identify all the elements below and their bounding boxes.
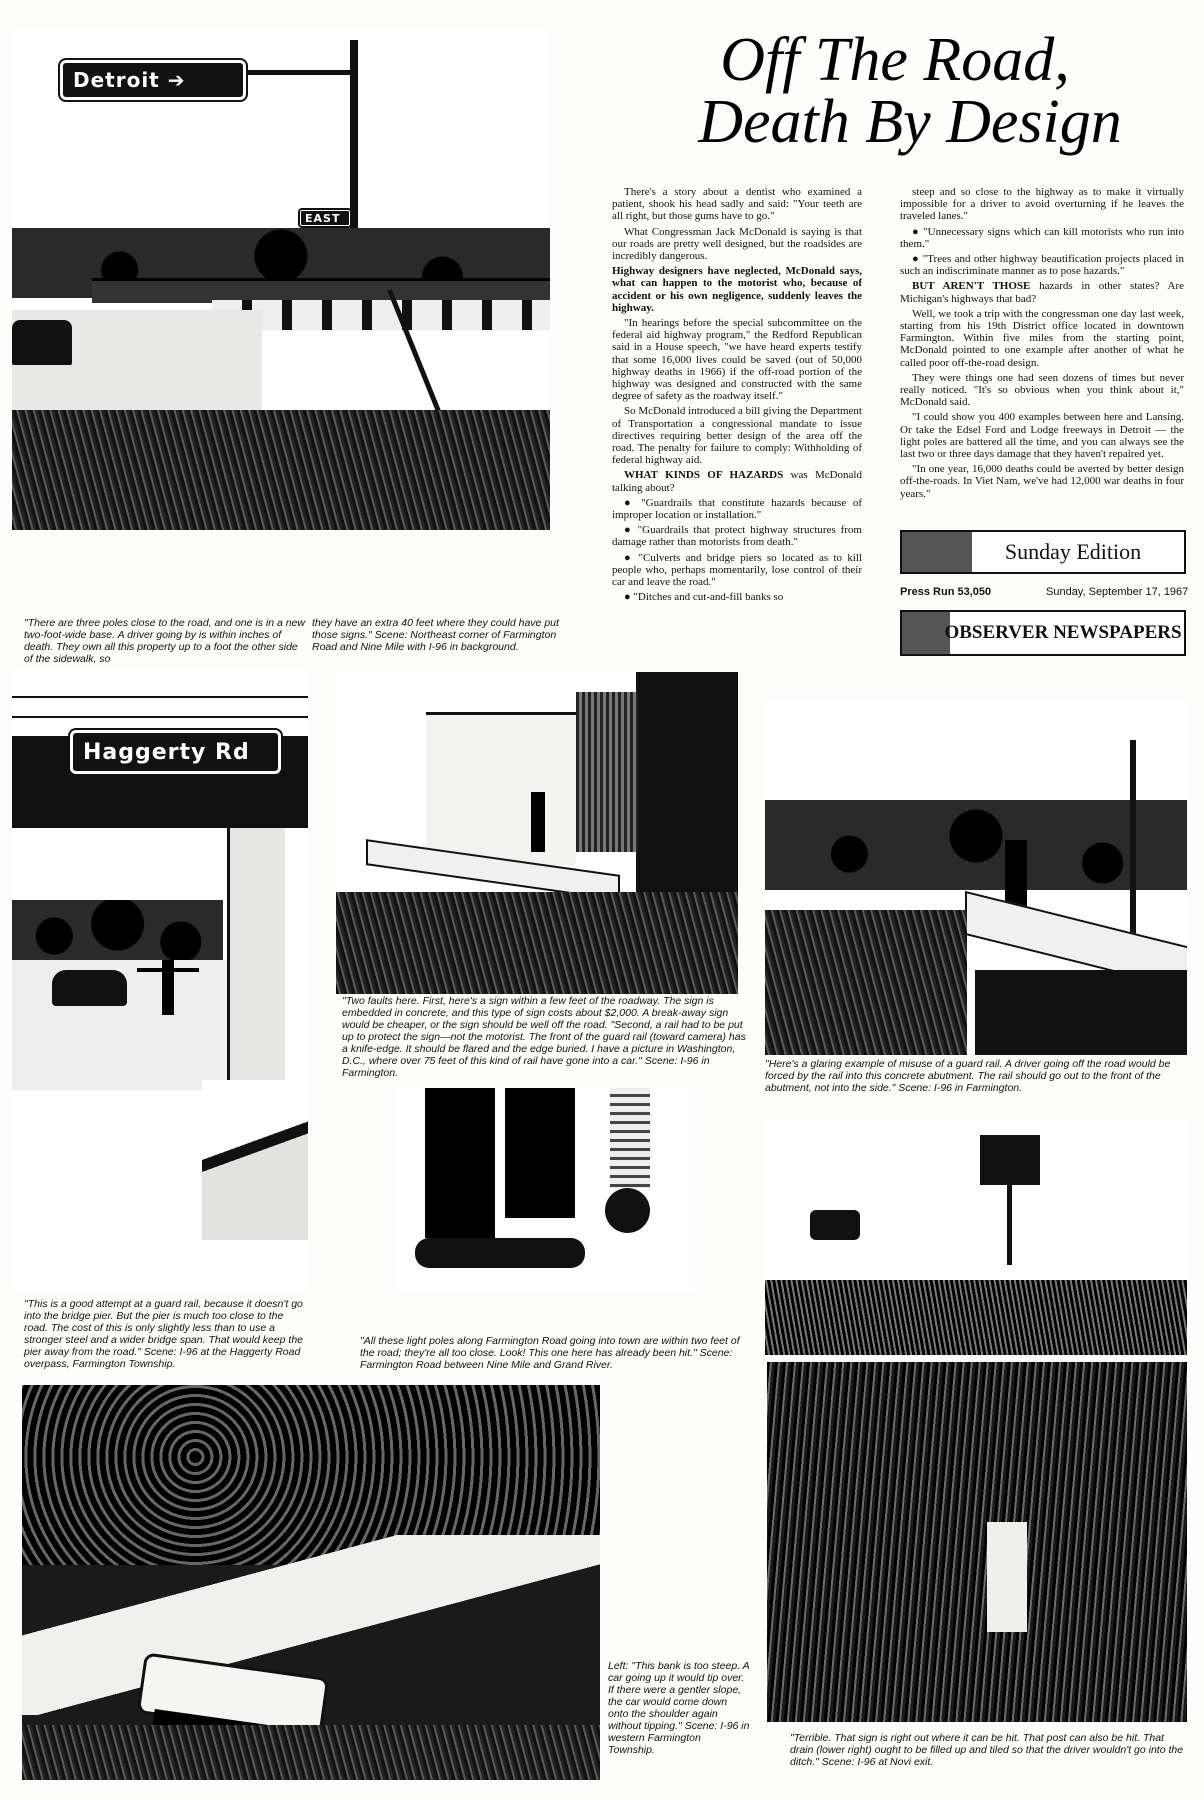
ditch-brush <box>767 1362 1187 1722</box>
article-column-1 <box>612 186 862 656</box>
trouser-right <box>505 1088 575 1218</box>
article-paragraph <box>900 280 1184 304</box>
article-lead-text: hazards in other states? Are Michigan's highways that bad? <box>900 280 1184 305</box>
underpass-trees <box>12 900 223 960</box>
underpass-car <box>52 970 127 1006</box>
article-paragraph <box>612 469 862 493</box>
ditch-grass <box>765 910 967 1055</box>
overpass-beam <box>212 300 550 330</box>
article-paragraph: "In hearings before the special subcommittee on the federal aid highway program," the Redford Republican said in a House speech, "we have heard experts testify that some 16,000 lives could be saved (out of 50,000 highway deaths in 1966) if the off-road portion of the highway was designed and constructed with the same degree of safety as the roadway itself." <box>612 317 862 403</box>
photo-sign-guardrail <box>336 672 738 994</box>
photo-ditch-sign <box>767 1362 1187 1722</box>
article-paragraph: ● "Culverts and bridge piers so located as to kill people who, perhaps momentarily, lose control of their car and leave the road." <box>612 552 862 589</box>
caption-poles: "There are three poles close to the road, and one is in a new two-foot-wide base. A driver going by is within inches of death. They own all this property up to a foot the other side of the sidewalk, so <box>24 617 305 665</box>
sign-board-post <box>1007 1185 1012 1265</box>
highway-car <box>810 1210 860 1240</box>
caption-steep-bank: Left: "This bank is too steep. A car going up it would tip over. If there were a gentler slope, the car would come down onto the shoulder again without tipping." Scene: I-96 in western Farmington Township. <box>608 1660 750 1756</box>
article-paragraph: ● "Trees and other highway beautification projects placed in such an indiscriminate manner as to pose hazards." <box>900 253 1184 277</box>
hand <box>605 1188 650 1233</box>
caption-guard-rail-attempt: "This is a good attempt at a guard rail, because it doesn't go into the bridge pier. But the pier is much too close to the road. The cost of this is only slightly less than to use a stronger steel and a wider bridge span. That would keep the pier away from the road." Scene: I-96 at the Haggerty Road overpass, Farmington Township. <box>24 1298 304 1370</box>
article-paragraph: ● "Guardrails that protect highway structures from damage rather than motorists from death." <box>612 524 862 548</box>
article-paragraph: They were things one had seen dozens of times but never really noticed. "It's so obvious when you think about it," McDonald said. <box>900 371 1184 409</box>
article-lead-in: WHAT KINDS OF HAZARDS <box>624 469 784 482</box>
sign-panel <box>576 692 638 852</box>
article-paragraph: steep and so close to the highway as to make it virtually impossible for a driver to avoid overturning if he leaves the traveled lanes." <box>900 186 1184 223</box>
caption-two-faults: "Two faults here. First, here's a sign within a few feet of the roadway. The sign is embedded in concrete, and this type of sign costs about $2,000. A break-away sign would be cheaper, or the sign should be well off the road. "Second, a rail had to be put up to protect the sign—not the motorist. The front of the guard rail (toward camera) has a knife-edge. It should be flared and the edge buried. I have a picture in Washington, D.C., where over 75 feet of this kind of rail have gone into a car." Scene: I-96 in Farmington. <box>342 995 746 1079</box>
article-paragraph: "I could show you 400 examples between here and Lansing. Or take the Edsel Ford and Lodge freeways in Detroit — the light poles are battered all the time, and you can always see the last two or three days damage that they haven't repaired yet. <box>900 411 1184 461</box>
caption-light-poles: "All these light poles along Farmington Road going into town are within two feet of the road; they're all too close. Look! This one here has already been hit." Scene: Farmington Road between Nine Mile and Grand River. <box>360 1335 740 1371</box>
caption-terrible: "Terrible. That sign is right out where it can be hit. That post can also be hit. That drain (lower right) ought to be filled up and tiled so that the driver wouldn't go into the ditch." Scene: I-96 at Novi exit. <box>790 1732 1184 1768</box>
overpass-lines <box>12 678 308 738</box>
headline-line2: Death By Design <box>698 88 1122 156</box>
sign-board <box>980 1135 1040 1185</box>
parked-car <box>12 320 72 365</box>
article-lead-text: was McDonald talking about? <box>612 469 862 494</box>
haggerty-sign: Haggerty Rd <box>70 730 281 774</box>
foreground-grass <box>12 410 550 530</box>
article-paragraph: What Congressman Jack McDonald is saying is that our roads are pretty well designed, but the roadsides are incredibly dangerous. <box>612 225 862 263</box>
bank-grass <box>22 1725 600 1780</box>
caption-poles-cont: they have an extra 40 feet where they could have put those signs." Scene: Northeast corner of Farmington Road and Nine Mile with I-96 in background. <box>312 617 559 653</box>
man-at-rail <box>1005 840 1027 910</box>
east-sign: EAST <box>300 210 350 226</box>
sunday-edition-box <box>900 530 1186 574</box>
article-lead-in: BUT AREN'T THOSE <box>912 280 1031 293</box>
caption-glaring-example: "Here's a glaring example of misuse of a guard rail. A driver going off the road would be forced by the rail into this concrete abutment. The rail should go out to the front of the abutment, not into the side." Scene: I-96 in Farmington. <box>765 1058 1171 1094</box>
article-paragraph: So McDonald introduced a bill giving the Department of Transportation a congressional mandate to issue directives requiring better design of the area off the road. The penalty for failure to comply: Withholding of federal highway aid. <box>612 405 862 467</box>
article-paragraph: ● "Ditches and cut-and-fill banks so <box>612 591 862 603</box>
rail-grass <box>336 892 738 994</box>
standing-man <box>531 792 545 852</box>
detroit-sign: Detroit ➔ <box>60 60 246 100</box>
guard-rail-slope <box>202 1080 308 1240</box>
shoes <box>415 1238 585 1268</box>
article-paragraph: Highway designers have neglected, McDonald says, what can happen to the motorist who, because of accident or his own negligence, suddenly leaves the highway. <box>612 265 862 314</box>
man-arms <box>137 968 199 972</box>
abutment-shadow <box>975 970 1187 1055</box>
article-paragraph: There's a story about a dentist who examined a patient, shook his head sadly and said: "Your teeth are all right, but those gums have to go." <box>612 186 862 223</box>
distant-trees <box>765 800 1187 890</box>
concrete-wall <box>426 712 576 865</box>
sunday-edition-label: Sunday Edition <box>1004 539 1142 564</box>
photo-light-pole-legs <box>395 1088 695 1293</box>
pole-base <box>610 1088 650 1188</box>
photo-highway-sign <box>765 1120 1187 1355</box>
headline-line1: Off The Road, <box>720 26 1070 94</box>
concrete-post <box>987 1522 1027 1632</box>
article-paragraph: Well, we took a trip with the congressman one day last week, starting from his 19th District office located in downtown Farmington. Within five miles from the starting point, McDonald pointed to one example after another of what he called poor off-the-road design. <box>900 307 1184 369</box>
observer-newspapers-box <box>900 610 1186 656</box>
light-pole <box>1130 740 1136 940</box>
article-paragraph: ● "Guardrails that constitute hazards because of improper location or installation." <box>612 497 862 521</box>
press-run: Press Run 53,050 <box>900 586 992 598</box>
photo-steep-bank <box>22 1385 600 1780</box>
photo-haggerty-overpass <box>12 670 308 1290</box>
article-paragraph: ● "Unnecessary signs which can kill motorists who run into them." <box>900 226 1184 250</box>
trouser-left <box>425 1088 495 1238</box>
median-brush <box>765 1280 1187 1355</box>
issue-date: Sunday, September 17, 1967 <box>1046 586 1189 598</box>
article-paragraph: "In one year, 16,000 deaths could be averted by better design off-the-roads. In Viet Nam, we've had 12,000 war deaths in four years." <box>900 463 1184 500</box>
photo-abutment-rail <box>765 700 1187 1055</box>
paper-name: OBSERVER NEWSPAPERS <box>944 622 1182 643</box>
article-column-2 <box>900 186 1184 531</box>
photo-detroit-overpass <box>12 30 550 530</box>
